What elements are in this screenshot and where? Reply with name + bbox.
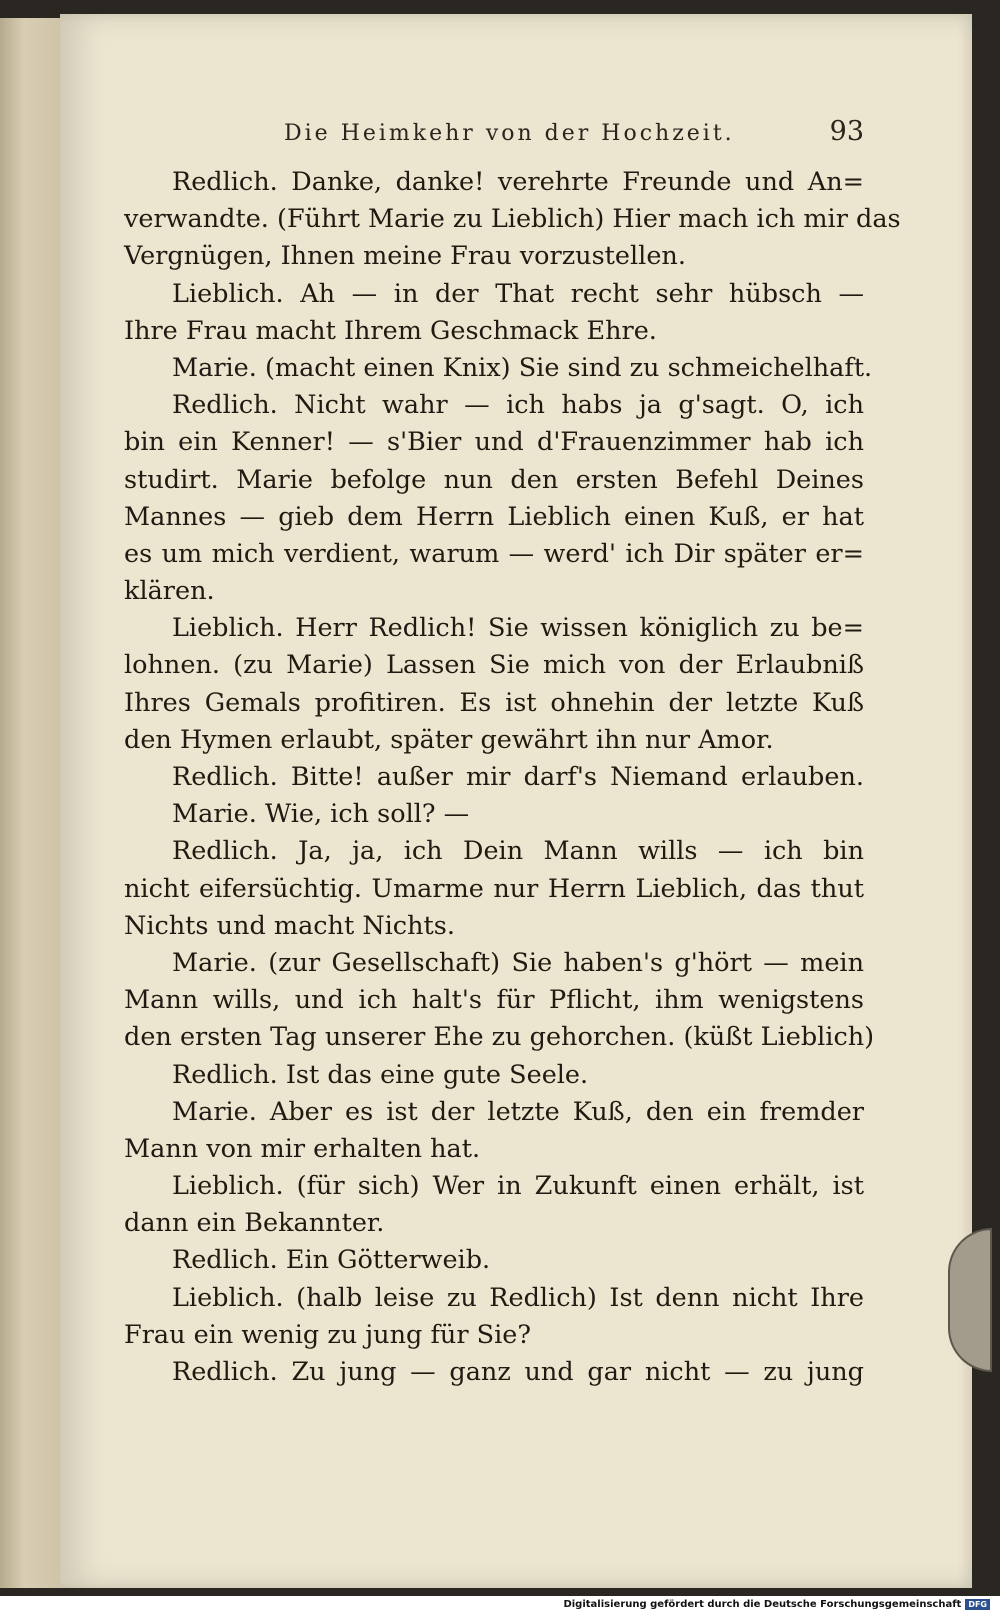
- text-line: dann ein Bekannter.: [124, 1208, 385, 1239]
- text-line: Redlich. Ein Götterweib.: [172, 1245, 491, 1276]
- text-line: Marie. Wie, ich soll? —: [172, 799, 470, 830]
- text-line: Marie. Aber es ist der letzte Kuß, den ein fremder: [172, 1096, 864, 1127]
- text-line: studirt. Marie befolge nun den ersten Befehl Deines: [124, 464, 864, 495]
- text-line: Redlich. Bitte! außer mir darf's Niemand erlauben.: [172, 762, 864, 792]
- text-line: Lieblich. Herr Redlich! Sie wissen königlich zu be=: [172, 613, 864, 644]
- page-clip: [948, 1228, 992, 1372]
- text-line: den ersten Tag unserer Ehe zu gehorchen. (küßt Lieblich): [124, 1022, 875, 1053]
- text-body: [124, 164, 901, 1391]
- text-line: den Hymen erlaubt, später gewährt ihn nur Amor.: [124, 724, 774, 755]
- credit-text: Digitalisierung gefördert durch die Deutsche Forschungsgemeinschaft: [563, 1598, 962, 1610]
- text-line: Ihre Frau macht Ihrem Geschmack Ehre.: [124, 315, 657, 346]
- text-line: es um mich verdient, warum — werd' ich Dir später er=: [124, 538, 864, 569]
- text-line: Lieblich. Ah — in der That recht sehr hübsch —: [172, 278, 864, 309]
- text-line: klären.: [124, 576, 215, 607]
- page-number: 93: [829, 116, 864, 147]
- text-line: Redlich. Zu jung — ganz und gar nicht — zu jung: [172, 1357, 864, 1387]
- facing-page-edge: [0, 18, 60, 1588]
- text-line: lohnen. (zu Marie) Lassen Sie mich von der Erlaubniß: [124, 650, 864, 681]
- text-line: Mann von mir erhalten hat.: [124, 1133, 481, 1164]
- text-line: Redlich. Ja, ja, ich Dein Mann wills — ich bin: [172, 836, 864, 867]
- running-title: Die Heimkehr von der Hochzeit.: [284, 121, 735, 146]
- text-line: Vergnügen, Ihnen meine Frau vorzustellen.: [124, 241, 686, 272]
- text-line: nicht eifersüchtig. Umarme nur Herrn Lieblich, das thut: [124, 873, 864, 904]
- dfg-logo: DFG: [965, 1599, 990, 1610]
- page-header: [284, 116, 864, 147]
- text-line: Mann wills, und ich halt's für Pflicht, ihm wenigstens: [124, 985, 864, 1016]
- text-line: Redlich. Ist das eine gute Seele.: [172, 1059, 589, 1090]
- text-line: Redlich. Nicht wahr — ich habs ja g'sagt. O, ich: [172, 390, 864, 421]
- text-line: bin ein Kenner! — s'Bier und d'Frauenzimmer hab ich: [124, 427, 864, 458]
- text-line: Frau ein wenig zu jung für Sie?: [124, 1319, 532, 1350]
- text-line: verwandte. (Führt Marie zu Lieblich) Hier mach ich mir das: [124, 204, 901, 235]
- text-line: Marie. (macht einen Knix) Sie sind zu schmeichelhaft.: [172, 352, 873, 383]
- text-line: Marie. (zur Gesellschaft) Sie haben's g'hört — mein: [172, 947, 864, 978]
- text-line: Lieblich. (für sich) Wer in Zukunft einen erhält, ist: [172, 1171, 864, 1202]
- text-line: Ihres Gemals profitiren. Es ist ohnehin der letzte Kuß: [124, 687, 864, 718]
- text-line: Nichts und macht Nichts.: [124, 910, 455, 941]
- footer-credit: [563, 1596, 990, 1612]
- text-line: Redlich. Danke, danke! verehrte Freunde und An=: [172, 167, 864, 197]
- text-line: Mannes — gieb dem Herrn Lieblich einen Kuß, er hat: [124, 501, 864, 532]
- text-line: Lieblich. (halb leise zu Redlich) Ist denn nicht Ihre: [172, 1282, 864, 1313]
